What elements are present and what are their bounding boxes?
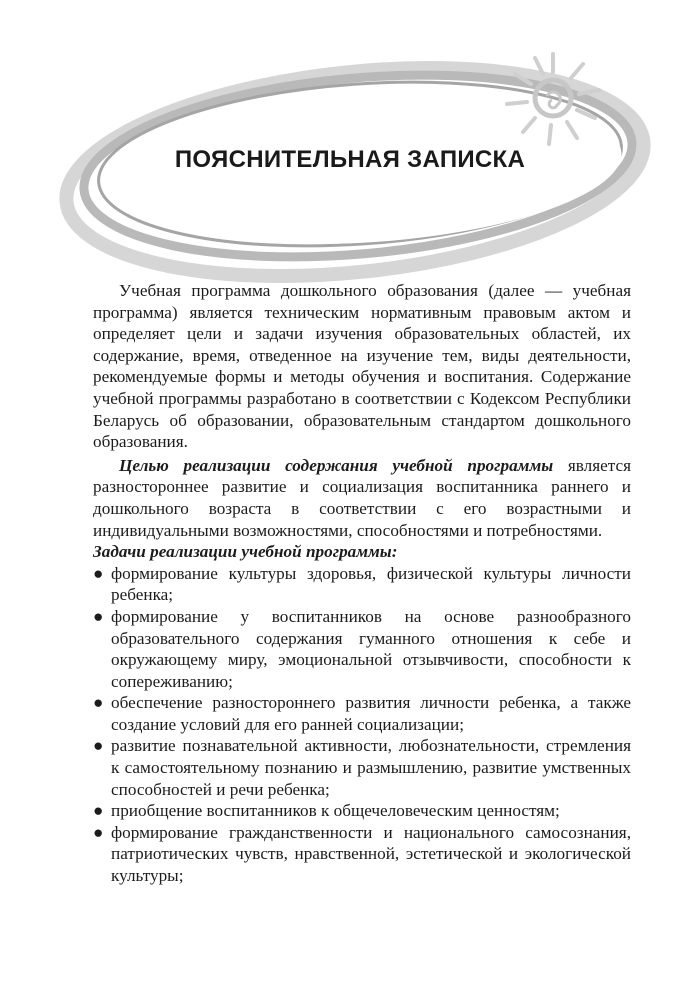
- task-text: формирование культуры здоровья, физической культуры личности ребенка;: [111, 563, 631, 605]
- goal-paragraph: [93, 455, 631, 541]
- list-item: [93, 800, 631, 822]
- bullet-icon: ●: [93, 736, 104, 756]
- bullet-icon: ●: [93, 693, 104, 713]
- task-text: развитие познавательной активности, любознательности, стремления к самостоятельному познанию и размышлению, развитие умственных способностей и речи ребенка;: [111, 736, 631, 799]
- tasks-list: [93, 563, 631, 887]
- bullet-icon: ●: [93, 801, 104, 821]
- task-text: формирование гражданственности и национального самосознания, патриотических чувств, нравственной, эстетической и экологической культуры;: [111, 822, 631, 886]
- task-text: обеспечение разностороннего развития личности ребенка, а также создание условий для его ранней социализации;: [111, 693, 631, 734]
- bullet-icon: ●: [93, 822, 104, 842]
- bullet-icon: ●: [93, 606, 104, 626]
- document-body: [93, 280, 631, 887]
- task-text: приобщение воспитанников к общечеловеческим ценностям;: [111, 801, 560, 821]
- tasks-heading: Задачи реализации учебной программы:: [93, 542, 398, 562]
- list-item: [93, 606, 631, 692]
- list-item: [93, 692, 631, 735]
- task-text: формирование у воспитанников на основе разнообразного образовательного содержания гуманного отношения к себе и окружающему миру, эмоциональной отзывчивости, способности к сопереживанию;: [111, 606, 631, 691]
- intro-paragraph: Учебная программа дошкольного образования (далее — учебная программа) является техническим нормативным правовым актом и определяет цели и задачи изучения образовательных областей, их содержание, время, отведенное на изучение тем, виды деятельности, рекомендуемые формы и методы обучения и воспитания. Содержание учебной программы разработано в соответствии с Кодексом Республики Беларусь об образовании, образовательным стандартом дошкольного образования.: [93, 281, 631, 452]
- list-item: [93, 563, 631, 606]
- goal-text: является разностороннее развитие и социализация воспитанника раннего и дошкольного возраста в соответствии с его возрастными и индивидуальными возможностями, способностями и потребностями.: [93, 455, 631, 540]
- bullet-icon: ●: [93, 563, 104, 583]
- goal-lead: Целью реализации содержания учебной программы: [119, 455, 554, 475]
- list-item: [93, 822, 631, 887]
- list-item: [93, 735, 631, 800]
- header-decoration: [0, 0, 700, 290]
- page-title: ПОЯСНИТЕЛЬНАЯ ЗАПИСКА: [174, 146, 526, 173]
